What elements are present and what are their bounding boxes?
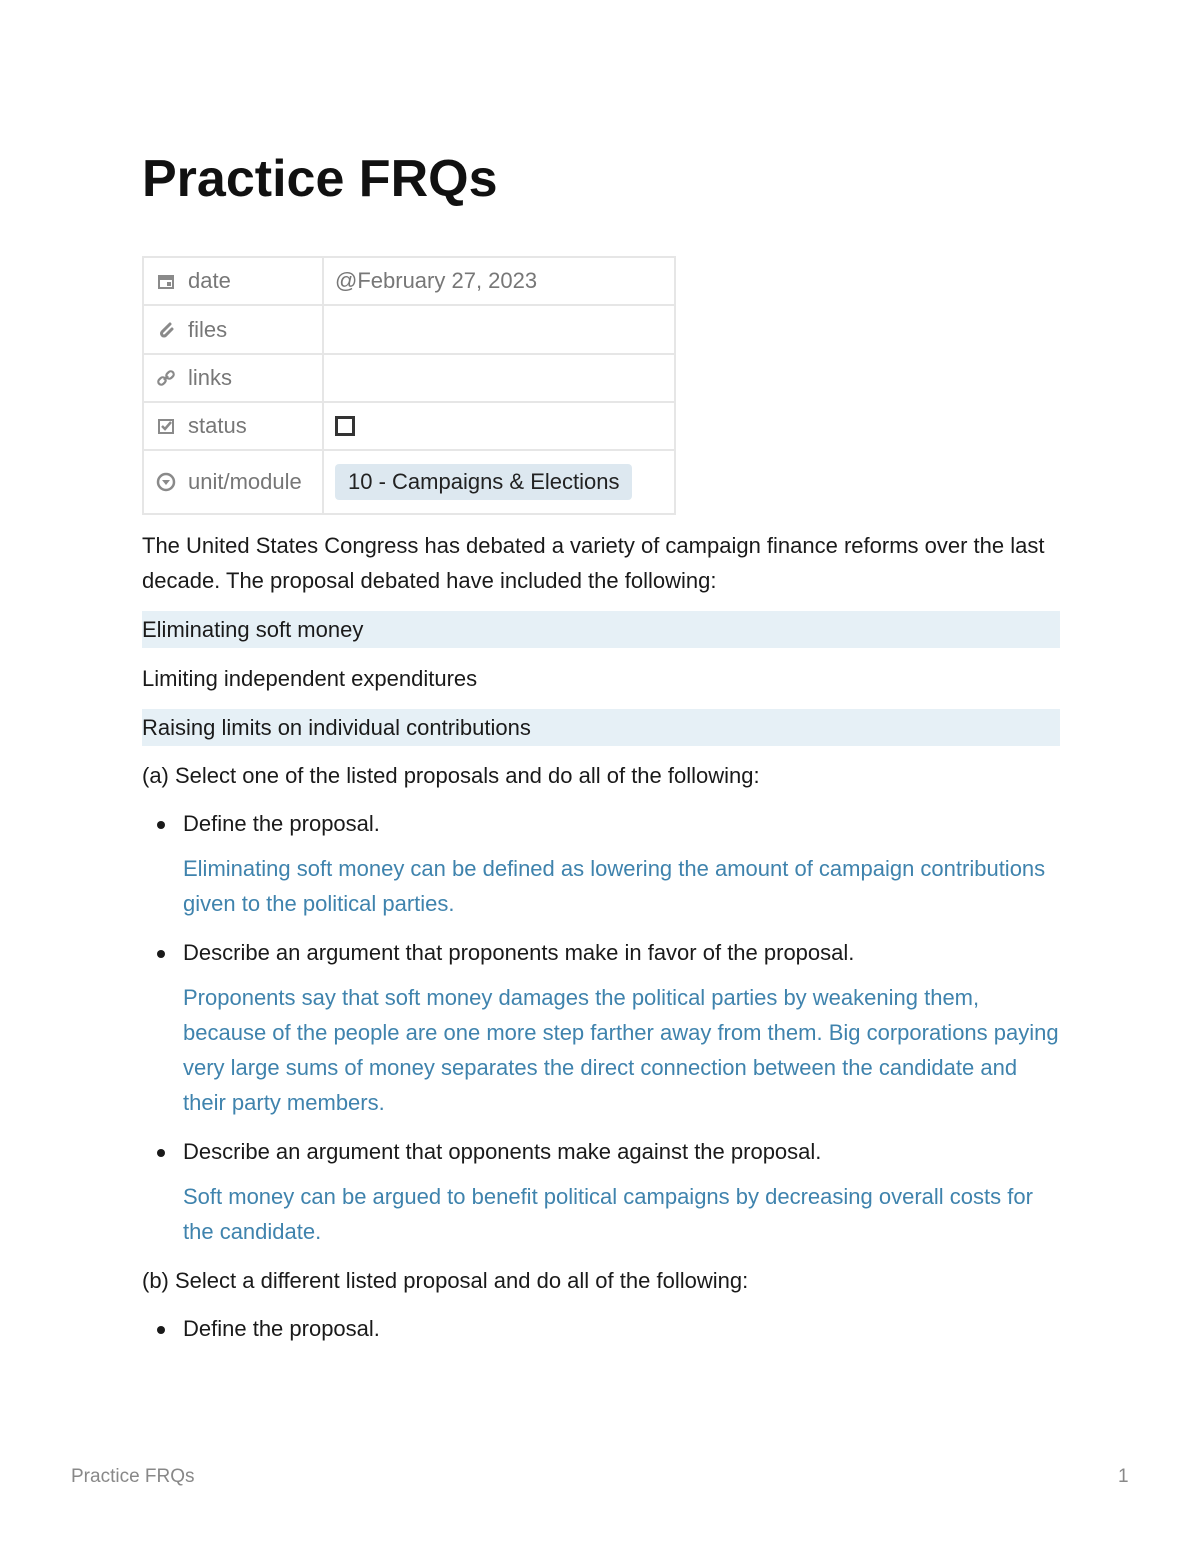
bullet-item: Define the proposal. <box>142 1311 1060 1346</box>
bullet-item: Describe an argument that proponents make in favor of the proposal. <box>142 935 1060 970</box>
unit-module-tag[interactable]: 10 - Campaigns & Elections <box>335 464 632 500</box>
part-a-prompt: (a) Select one of the listed proposals and do all of the following: <box>142 763 760 788</box>
property-row-links <box>143 354 675 402</box>
files-value[interactable] <box>323 305 675 354</box>
answer-text: Eliminating soft money can be defined as lowering the amount of campaign contributions given to the political parties. <box>183 856 1046 916</box>
property-key: unit/module <box>188 469 302 494</box>
page-number: 1 <box>1118 1466 1129 1487</box>
link-icon <box>156 368 176 388</box>
answer-text: Proponents say that soft money damages the political parties by weakening them, because of the people are one more step farther away from them. Big corporations paying very large sums of money separates the direct connection between the candidate and their party members. <box>183 985 1059 1115</box>
answer-text: Soft money can be argued to benefit political campaigns by decreasing overall costs for the candidate. <box>183 1184 1033 1244</box>
property-key: date <box>188 268 231 293</box>
intro-paragraph: The United States Congress has debated a variety of campaign finance reforms over the last decade. The proposal debated have included the following: <box>142 533 1045 593</box>
document-body <box>142 528 1060 1356</box>
bullet-item: Describe an argument that opponents make against the proposal. <box>142 1134 1060 1169</box>
properties-table <box>142 256 676 515</box>
footer-title: Practice FRQs <box>71 1466 195 1487</box>
property-key: files <box>188 316 228 342</box>
status-checkbox[interactable] <box>335 416 355 436</box>
calendar-icon <box>156 271 176 291</box>
select-icon <box>156 472 176 492</box>
paperclip-icon <box>156 320 176 340</box>
proposal-item: Eliminating soft money <box>142 611 1060 648</box>
part-b-prompt: (b) Select a different listed proposal and do all of the following: <box>142 1268 749 1293</box>
property-key: status <box>188 413 247 438</box>
property-row-date <box>143 257 675 305</box>
bullet-item: Define the proposal. <box>142 806 1060 841</box>
proposal-item: Raising limits on individual contributions <box>142 709 1060 746</box>
checkbox-icon <box>156 416 176 436</box>
links-value[interactable] <box>323 354 675 402</box>
date-value[interactable]: @February 27, 2023 <box>335 268 538 293</box>
property-row-unit-module <box>143 450 675 514</box>
property-row-files <box>143 305 675 354</box>
page-title: Practice FRQs <box>142 150 498 208</box>
proposal-item: Limiting independent expenditures <box>142 666 478 691</box>
property-key: links <box>188 365 233 390</box>
property-row-status <box>143 402 675 450</box>
